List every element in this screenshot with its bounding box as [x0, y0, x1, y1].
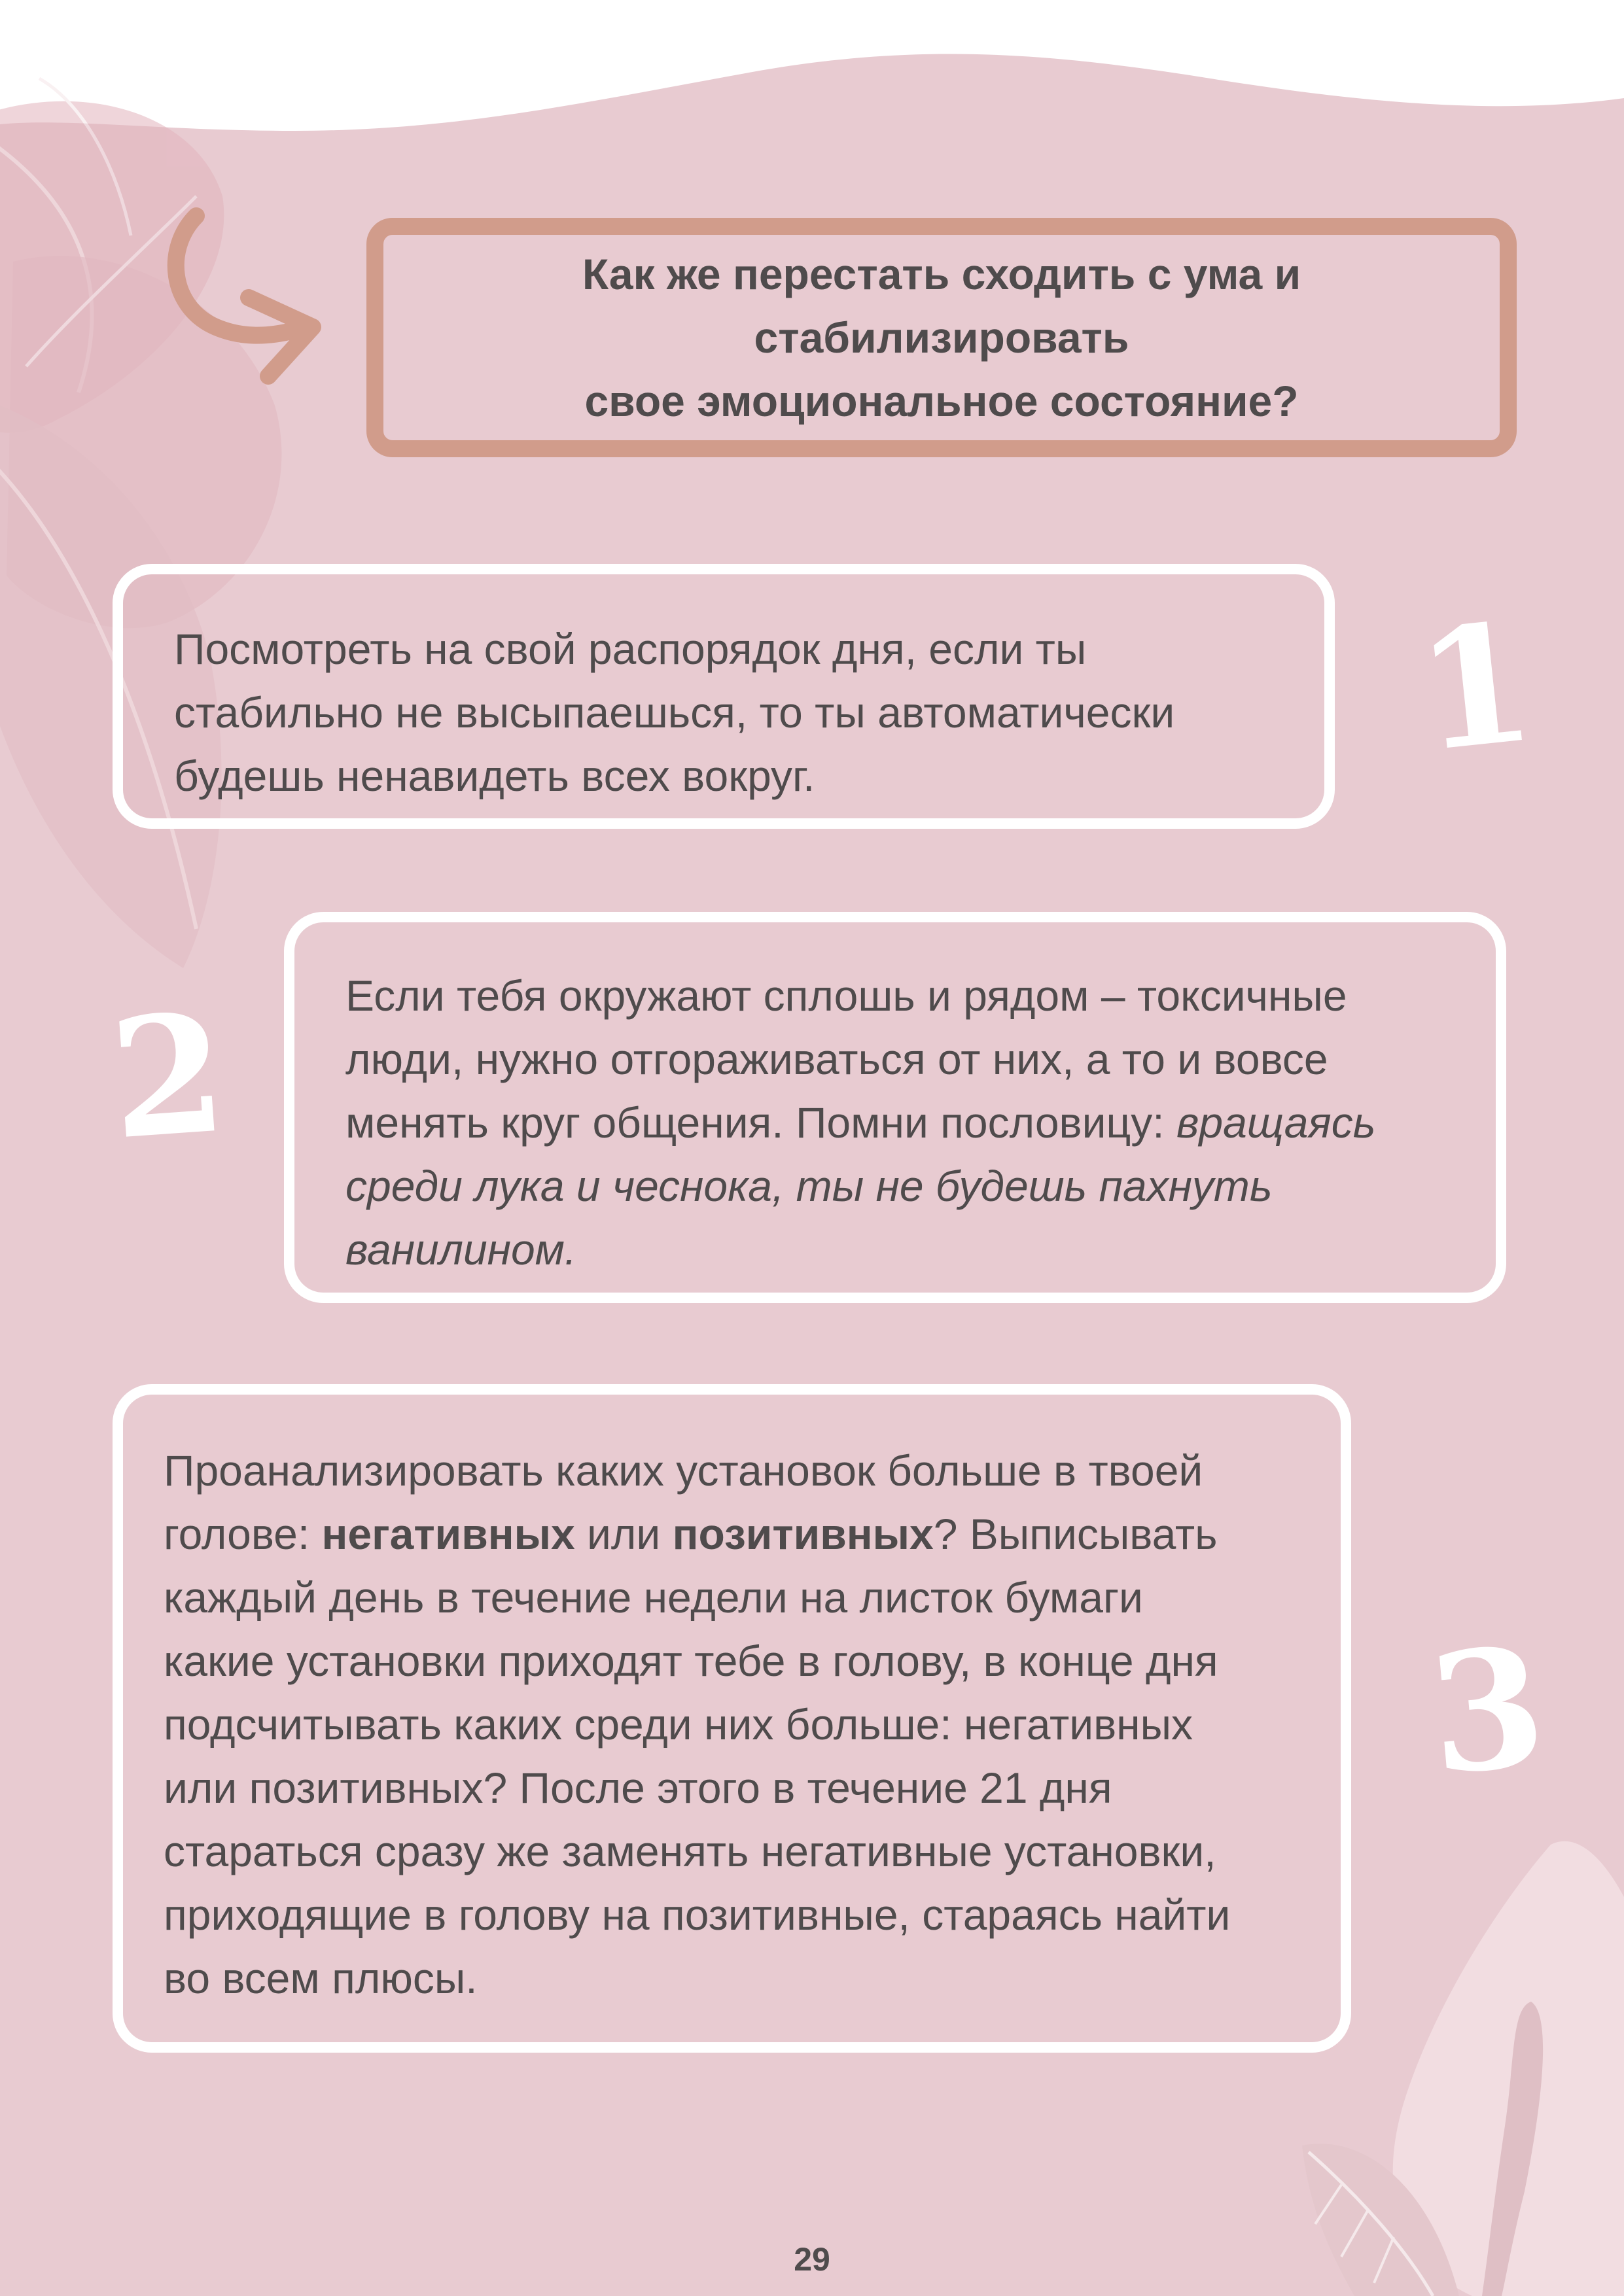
tip-number-1: 1	[1409, 585, 1542, 789]
tip-line	[345, 1091, 1496, 1155]
tip-line: Проанализировать каких установок больше в твоей	[164, 1446, 1203, 1495]
tip-line: стабильно не высыпаешься, то ты автоматически	[174, 688, 1175, 737]
tip-line	[345, 1155, 1496, 1218]
proverb-text: среди лука и чеснока, ты не будешь пахнуть	[345, 1162, 1273, 1210]
page-title	[383, 243, 1500, 433]
tip-line: стараться сразу же заменять негативные установки,	[164, 1827, 1216, 1875]
tip-line: или позитивных? После этого в течение 21 дня	[164, 1764, 1112, 1812]
tip-line: будешь ненавидеть всех вокруг.	[174, 752, 815, 800]
emphasis-positive: позитивных	[672, 1510, 934, 1558]
tip-line: люди, нужно отгораживаться от них, а то и вовсе	[345, 1035, 1328, 1083]
tip-number-3: 3	[1422, 1609, 1553, 1812]
tip-line	[345, 1218, 1496, 1281]
top-wave	[0, 0, 1624, 131]
proverb-text: ванилином.	[345, 1225, 577, 1274]
title-box	[366, 218, 1517, 457]
title-line: стабилизировать	[754, 313, 1129, 362]
tip-card-1	[113, 564, 1335, 829]
leaf-decoration-top-left	[0, 78, 281, 968]
title-line: свое эмоциональное состояние?	[584, 376, 1299, 425]
tip-text	[164, 1439, 1341, 2010]
tip-line	[164, 1503, 1341, 1566]
tip-line: Если тебя окружают сплошь и рядом – токсичные	[345, 971, 1347, 1020]
tip-card-2	[284, 912, 1506, 1303]
tip-line: во всем плюсы.	[164, 1954, 478, 2002]
tip-text-regular: голове:	[164, 1510, 322, 1558]
tip-text-regular: или	[574, 1510, 673, 1558]
tip-line: какие установки приходят тебе в голову, в конце дня	[164, 1637, 1218, 1685]
tip-text	[345, 964, 1496, 1281]
tip-text	[174, 617, 1324, 808]
tip-line: приходящие в голову на позитивные, стараясь найти	[164, 1890, 1231, 1939]
tip-line: подсчитывать каких среди них больше: негативных	[164, 1700, 1193, 1748]
tip-number-2: 2	[104, 976, 232, 1176]
emphasis-negative: негативных	[321, 1510, 575, 1558]
tip-line: каждый день в течение недели на листок бумаги	[164, 1573, 1143, 1622]
proverb-text: вращаясь	[1176, 1098, 1376, 1147]
title-line: Как же перестать сходить с ума и	[582, 249, 1301, 298]
page-number: 29	[794, 2241, 830, 2278]
tip-line: Посмотреть на свой распорядок дня, если ты	[174, 625, 1087, 673]
tip-text-regular: менять круг общения. Помни пословицу:	[345, 1098, 1176, 1147]
tip-text-regular: ? Выписывать	[933, 1510, 1218, 1558]
tip-card-3	[113, 1384, 1351, 2053]
